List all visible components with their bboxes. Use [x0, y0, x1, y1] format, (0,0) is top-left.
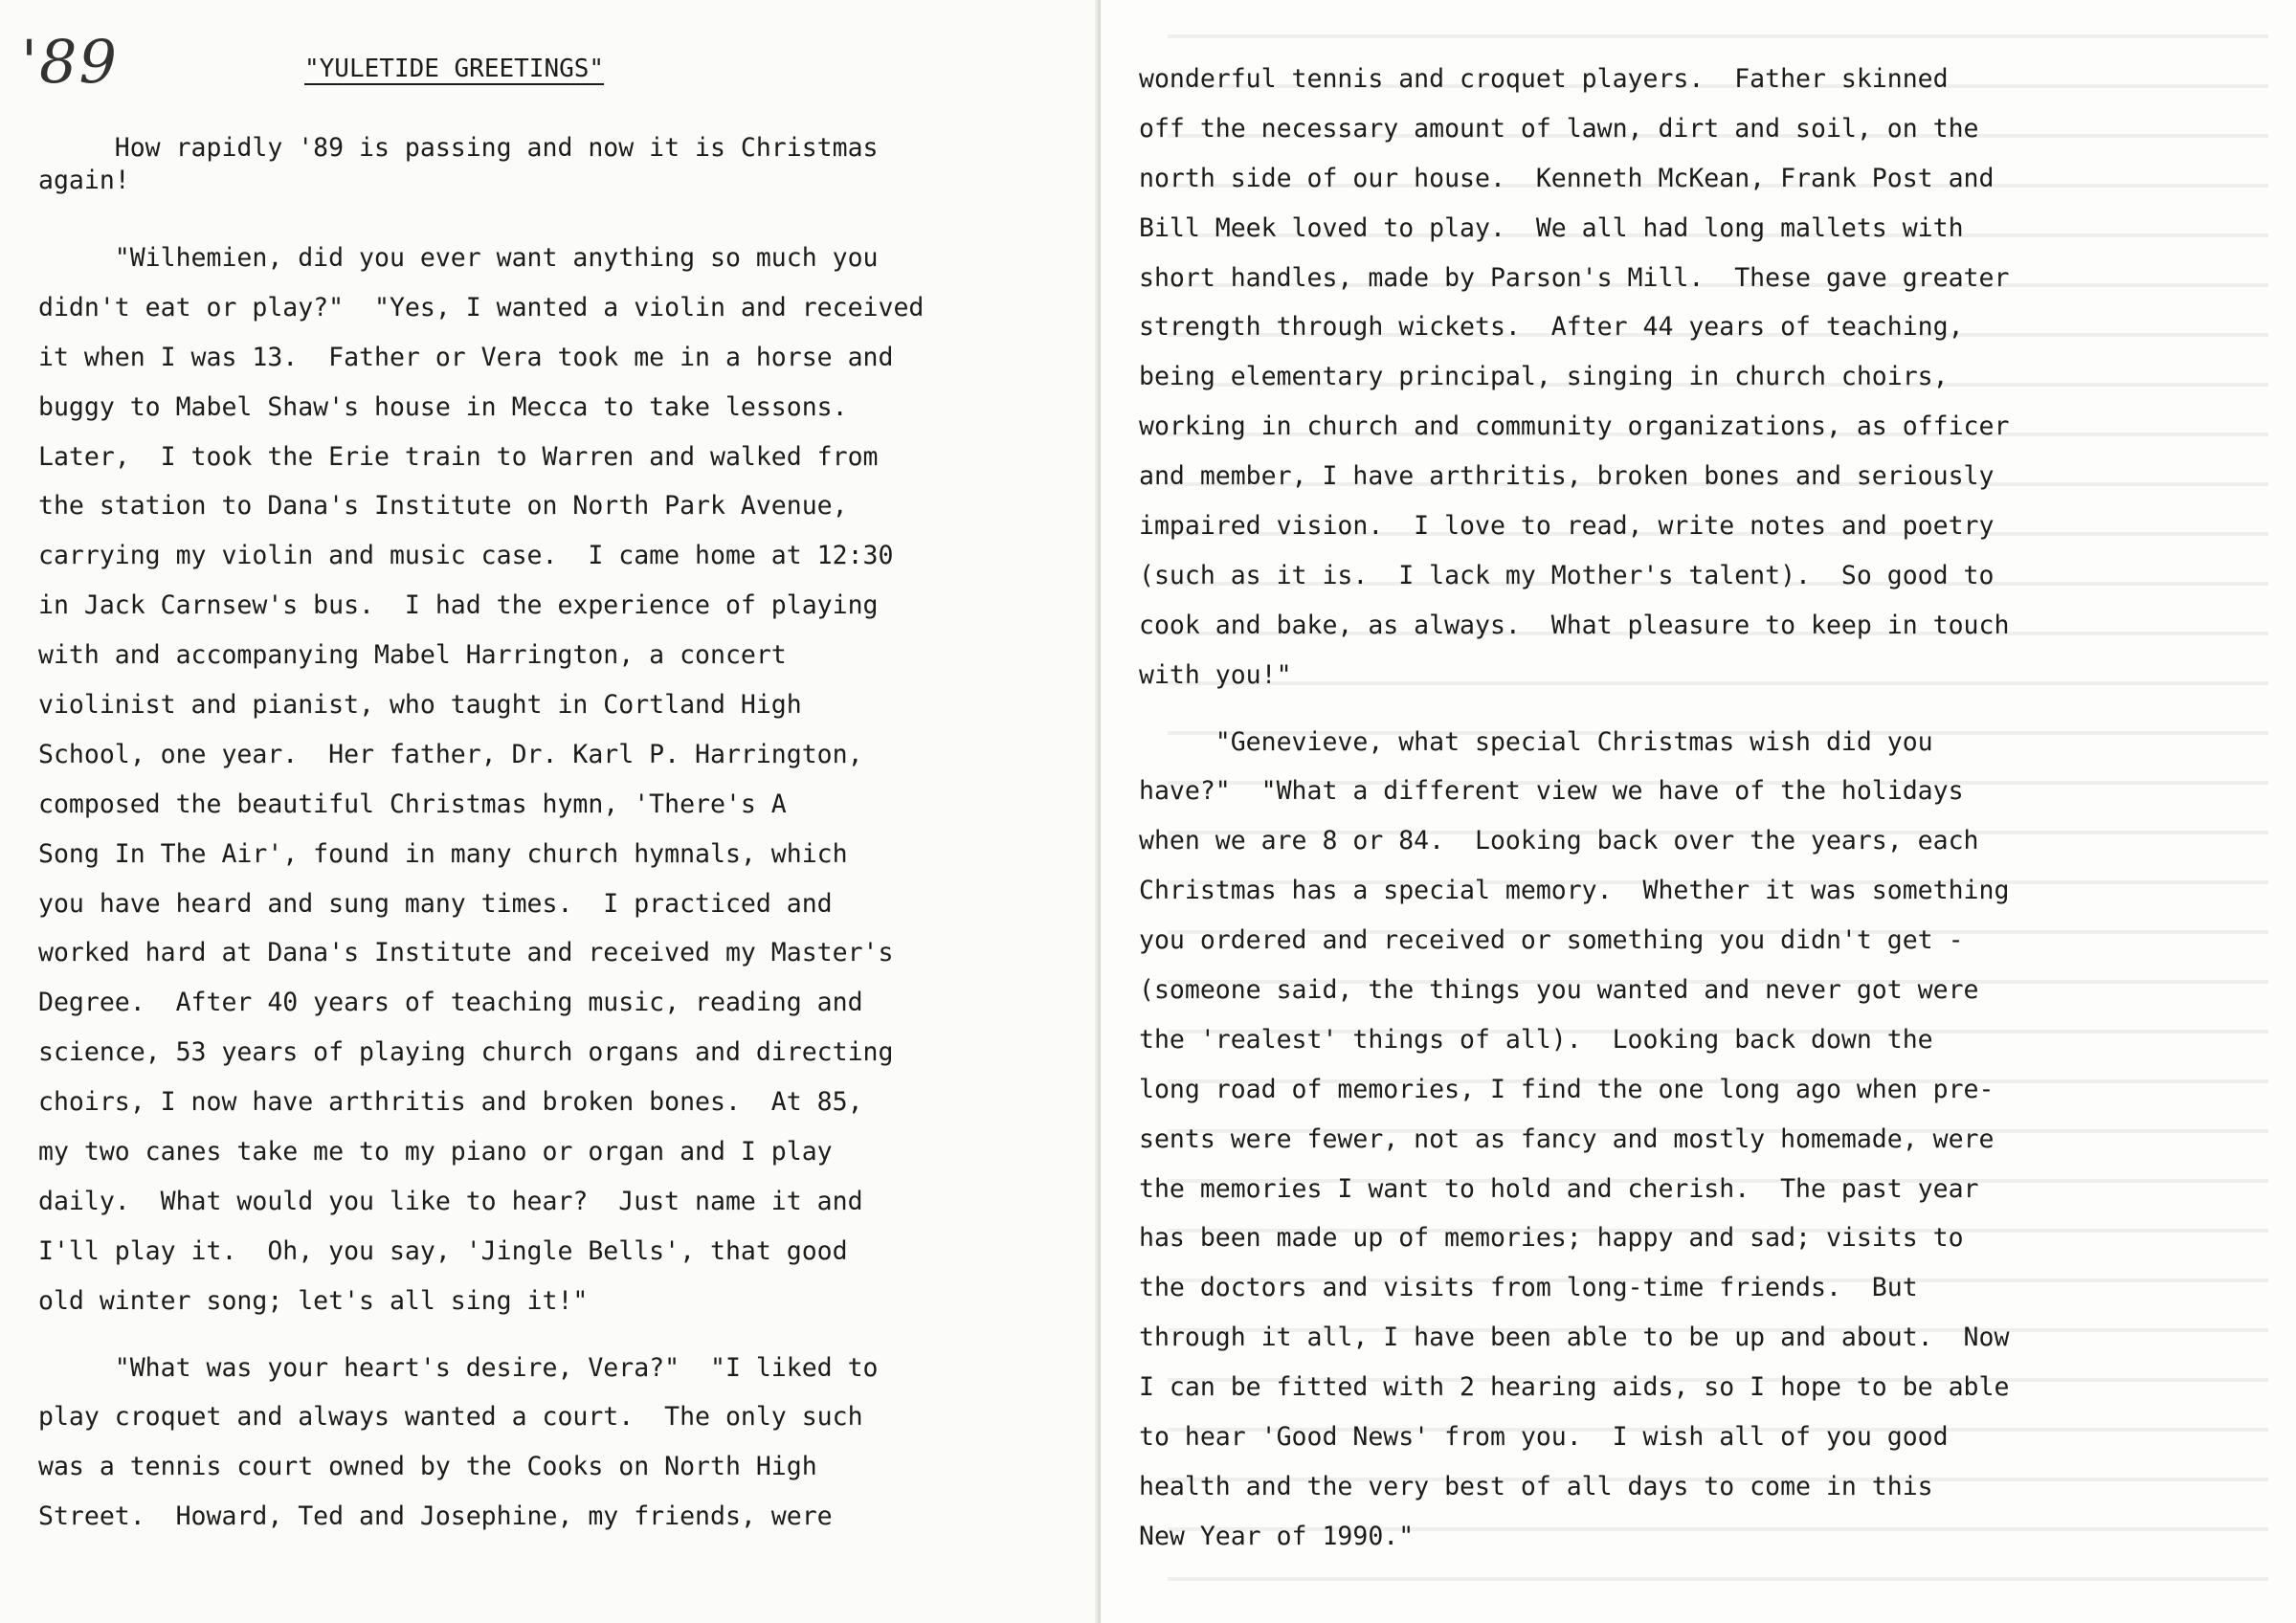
- paragraph-gap: [1139, 700, 2009, 718]
- page-title: "YULETIDE GREETINGS": [304, 55, 605, 83]
- handwritten-year: '89: [21, 27, 119, 97]
- text-line: it when I was 13. Father or Vera took me in a horse and: [38, 342, 894, 372]
- text-line: have?" "What a different view we have of the holidays: [1139, 776, 1964, 807]
- text-line: Bill Meek loved to play. We all had long mallets with: [1139, 212, 1964, 243]
- text-line: with you!": [1139, 659, 1292, 690]
- text-line: Later, I took the Erie train to Warren and walked from: [38, 441, 879, 472]
- text-line: cook and bake, as always. What pleasure to keep in touch: [1139, 610, 2010, 640]
- text-line: you ordered and received or something you didn't get -: [1139, 925, 1964, 956]
- text-line: and member, I have arthritis, broken bones and seriously: [1139, 461, 1995, 492]
- text-line: old winter song; let's all sing it!": [38, 1285, 589, 1316]
- text-line: play croquet and always wanted a court. The only such: [38, 1402, 863, 1433]
- text-line: "Genevieve, what special Christmas wish did you: [1139, 726, 1933, 757]
- text-line: daily. What would you like to hear? Just name it and: [38, 1186, 863, 1216]
- text-line: buggy to Mabel Shaw's house in Mecca to take lessons.: [38, 391, 848, 422]
- text-line: through it all, I have been able to be up and about. Now: [1139, 1323, 2010, 1353]
- text-line: Song In The Air', found in many church hymnals, which: [38, 838, 848, 869]
- text-line: to hear 'Good News' from you. I wish all of you good: [1139, 1422, 1949, 1453]
- text-line: with and accompanying Mabel Harrington, a concert: [38, 640, 787, 671]
- text-line: in Jack Carnsew's bus. I had the experience of playing: [38, 590, 879, 621]
- text-line: short handles, made by Parson's Mill. These gave greater: [1139, 262, 2010, 293]
- text-line: the memories I want to hold and cherish. The past year: [1139, 1173, 1979, 1204]
- text-line: violinist and pianist, who taught in Cortland High: [38, 690, 802, 721]
- text-line: Christmas has a special memory. Whether it was something: [1139, 876, 2010, 906]
- text-line: "Wilhemien, did you ever want anything so much you: [38, 243, 879, 273]
- text-line: wonderful tennis and croquet players. Father skinned: [1139, 64, 1949, 94]
- text-line: New Year of 1990.": [1139, 1521, 1415, 1551]
- text-line: (someone said, the things you wanted and never got were: [1139, 975, 1979, 1006]
- text-line: being elementary principal, singing in church choirs,: [1139, 362, 1949, 392]
- text-line: when we are 8 or 84. Looking back over the years, each: [1139, 826, 1979, 856]
- text-line: carrying my violin and music case. I came home at 12:30: [38, 541, 894, 571]
- text-line: composed the beautiful Christmas hymn, 'There's A: [38, 789, 787, 819]
- text-line: choirs, I now have arthritis and broken bones. At 85,: [38, 1087, 863, 1118]
- text-line: worked hard at Dana's Institute and received my Master's: [38, 938, 894, 968]
- text-line: I'll play it. Oh, you say, 'Jingle Bells', that good: [38, 1235, 848, 1266]
- left-body-text: [38, 233, 924, 1542]
- text-line: you have heard and sung many times. I practiced and: [38, 888, 833, 919]
- text-line: didn't eat or play?" "Yes, I wanted a violin and received: [38, 292, 925, 322]
- text-line: School, one year. Her father, Dr. Karl P. Harrington,: [38, 739, 863, 769]
- text-line: the station to Dana's Institute on North Park Avenue,: [38, 491, 848, 522]
- text-line: long road of memories, I find the one long ago when pre-: [1139, 1074, 1995, 1104]
- left-page: [0, 0, 1101, 1623]
- intro-paragraph: [38, 132, 879, 197]
- text-line: working in church and community organizations, as officer: [1139, 411, 2010, 442]
- text-line: the 'realest' things of all). Looking back down the: [1139, 1024, 1933, 1055]
- text-line: strength through wickets. After 44 years of teaching,: [1139, 312, 1964, 343]
- text-line: the doctors and visits from long-time friends. But: [1139, 1273, 1918, 1303]
- text-line: sents were fewer, not as fancy and mostly homemade, were: [1139, 1123, 1995, 1154]
- text-line: has been made up of memories; happy and sad; visits to: [1139, 1223, 1964, 1254]
- right-body-text: [1139, 55, 2009, 1562]
- text-line: science, 53 years of playing church organs and directing: [38, 1037, 894, 1068]
- text-line: Degree. After 40 years of teaching music, reading and: [38, 988, 863, 1018]
- text-line: my two canes take me to my piano or organ and I play: [38, 1137, 833, 1167]
- text-line: north side of our house. Kenneth McKean, Frank Post and: [1139, 163, 1995, 193]
- text-line: was a tennis court owned by the Cooks on North High: [38, 1452, 817, 1482]
- text-line: impaired vision. I love to read, write notes and poetry: [1139, 511, 1995, 542]
- text-line: How rapidly '89 is passing and now it is Christmas: [38, 133, 879, 163]
- text-line: again!: [38, 166, 130, 195]
- paragraph-gap: [38, 1326, 924, 1344]
- text-line: "What was your heart's desire, Vera?" "I liked to: [38, 1352, 879, 1383]
- text-line: (such as it is. I lack my Mother's talent). So good to: [1139, 560, 1995, 590]
- text-line: Street. Howard, Ted and Josephine, my friends, were: [38, 1501, 833, 1532]
- text-line: I can be fitted with 2 hearing aids, so I hope to be able: [1139, 1372, 2010, 1403]
- text-line: off the necessary amount of lawn, dirt and soil, on the: [1139, 113, 1979, 144]
- text-line: health and the very best of all days to come in this: [1139, 1471, 1933, 1501]
